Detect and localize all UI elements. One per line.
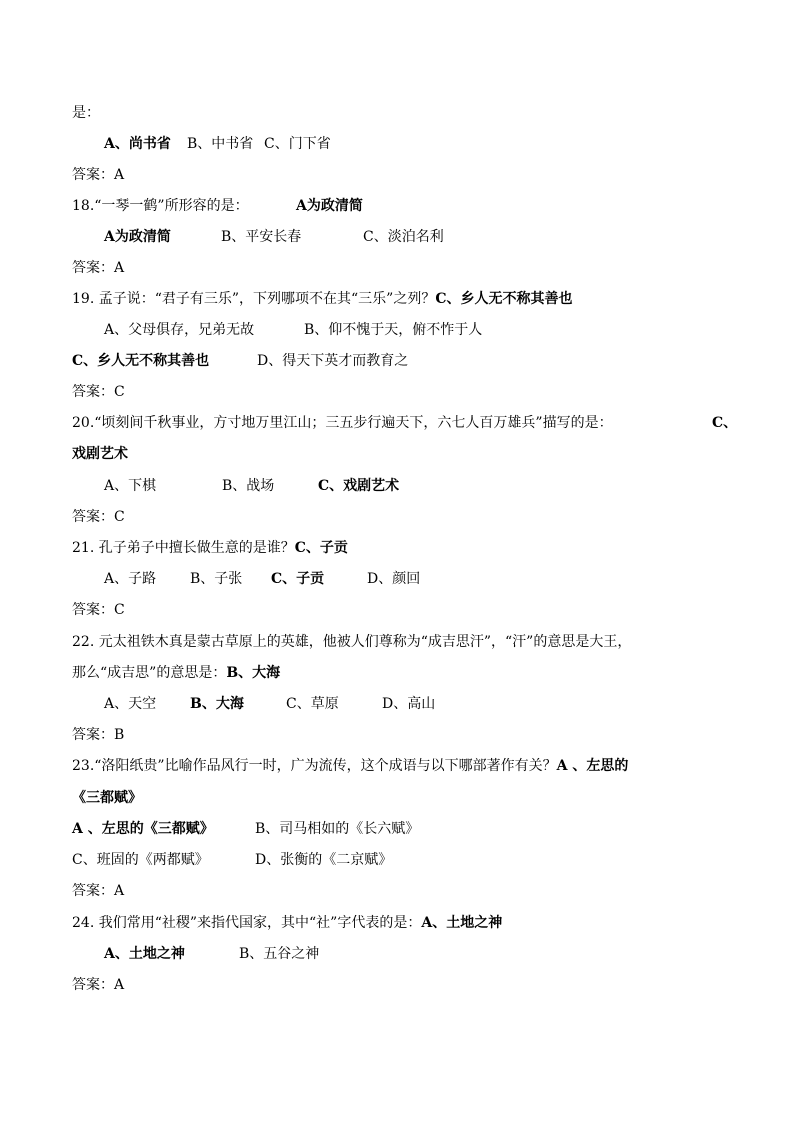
q23-text: 23.“洛阳纸贵”比喻作品风行一时，广为流传，这个成语与以下哪部著作有关？	[72, 758, 557, 774]
q21-option-b: B、子张	[190, 571, 243, 587]
q24-options	[104, 943, 319, 965]
q24-option-a: A、土地之神	[104, 946, 185, 962]
q18-question	[72, 195, 363, 217]
q22-answer: 答案：B	[72, 727, 125, 743]
q20-answer: 答案：C	[72, 509, 125, 525]
q24-option-b: B、五谷之神	[239, 946, 320, 962]
q24-text: 24. 我们常用“社稷”来指代国家，其中“社”字代表的是：	[72, 915, 422, 931]
q23-question	[72, 755, 628, 777]
q21-option-c: C、子贡	[271, 571, 325, 587]
q21-option-d: D、颜回	[367, 571, 421, 587]
q22-option-b: B、大海	[190, 696, 244, 712]
q18-text: 18.“一琴一鹤”所形容的是：	[72, 198, 249, 214]
q23-options-1	[72, 818, 419, 840]
q22-text-line-1: 22. 元太祖铁木真是蒙古草原上的英雄，他被人们尊称为“成吉思汗”，“汗”的意思是大王，	[72, 634, 632, 650]
q23-options-2	[72, 849, 392, 871]
q23-option-b: B、司马相如的《长六赋》	[255, 821, 420, 837]
q20-question	[72, 412, 737, 434]
q21-option-a: A、子路	[104, 571, 157, 587]
q21-answer: 答案：C	[72, 602, 125, 618]
q22-text-line-2: 那么“成吉思”的意思是：	[72, 665, 227, 681]
q19-text: 19. 孟子说：“君子有三乐”，下列哪项不在其“三乐”之列？	[72, 291, 436, 307]
q19-question	[72, 288, 573, 310]
q20-option-a: A、下棋	[104, 478, 157, 494]
q22-highlight: B、大海	[226, 665, 281, 681]
q23-highlight-2: 《三都赋》	[72, 790, 142, 806]
q23-option-a: A 、左思的《三都赋》	[72, 821, 214, 837]
q22-question	[72, 662, 280, 684]
q23-option-d: D、张衡的《二京赋》	[255, 852, 393, 868]
q17-option-c: C、门下省	[264, 136, 331, 152]
q23-option-c: C、班固的《两都赋》	[72, 852, 209, 868]
q20-option-b: B、战场	[222, 478, 275, 494]
q19-option-c: C、乡人无不称其善也	[72, 353, 210, 369]
q18-answer: 答案：A	[72, 260, 125, 276]
q19-option-d: D、得天下英才而教育之	[257, 353, 409, 369]
q19-options-1	[104, 319, 482, 341]
q24-highlight: A、土地之神	[421, 915, 503, 931]
q21-text: 21. 孔子弟子中擅长做生意的是谁？	[72, 540, 295, 556]
q20-highlight-2: 戏剧艺术	[72, 446, 128, 462]
q23-highlight-1: A 、左思的	[556, 758, 629, 774]
q22-option-d: D、高山	[382, 696, 436, 712]
q19-highlight: C、乡人无不称其善也	[435, 291, 573, 307]
q21-highlight: C、子贡	[294, 540, 348, 556]
q23-answer: 答案：A	[72, 883, 125, 899]
q18-option-c: C、淡泊名利	[363, 229, 444, 245]
q22-options	[104, 693, 435, 715]
q18-options	[104, 226, 444, 248]
q22-option-a: A、天空	[104, 696, 157, 712]
q19-option-a: A、父母俱存，兄弟无故	[104, 322, 255, 338]
q20-highlight-1: C、	[712, 415, 738, 431]
q20-options	[104, 475, 399, 497]
q22-option-c: C、草原	[286, 696, 339, 712]
q24-question	[72, 912, 502, 934]
q19-option-b: B、仰不愧于天，俯不怍于人	[304, 322, 483, 338]
q20-option-c: C、戏剧艺术	[318, 478, 400, 494]
q24-answer: 答案：A	[72, 977, 125, 993]
q21-question	[72, 537, 348, 559]
q17-answer: 答案：A	[72, 167, 125, 183]
q18-highlight: A为政清简	[296, 198, 363, 214]
q19-options-2	[72, 350, 408, 372]
q21-options	[104, 568, 420, 590]
q17-option-b: B、中书省	[187, 136, 254, 152]
q17-option-a: A、尚书省	[104, 136, 171, 152]
q17-options	[104, 133, 331, 155]
q18-option-a: A为政清简	[104, 229, 171, 245]
q17-text: 是：	[72, 105, 100, 121]
q20-text: 20.“顷刻间千秋事业，方寸地万里江山；三五步行遍天下，六七人百万雄兵”描写的是：	[72, 415, 613, 431]
q18-option-b: B、平安长春	[221, 229, 302, 245]
q19-answer: 答案：C	[72, 384, 125, 400]
